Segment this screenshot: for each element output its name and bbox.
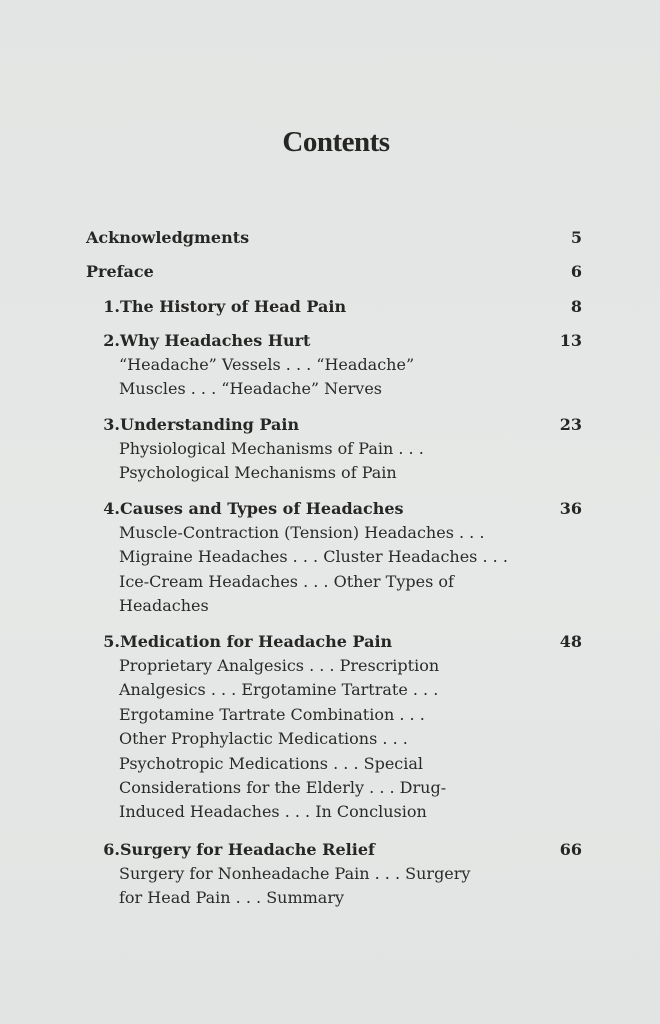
subtopic-line: Considerations for the Elderly . . . Drug- <box>119 778 447 798</box>
toc-chapter-4 <box>86 497 582 619</box>
chapter-subtopics <box>119 521 582 619</box>
subtopic-line: Physiological Mechanisms of Pain . . . <box>119 439 424 458</box>
toc-entry-title: Preface <box>86 262 154 281</box>
toc-entry-title: Acknowledgments <box>86 228 250 247</box>
toc-chapter-2 <box>86 329 582 402</box>
chapter-subtopics <box>119 862 582 911</box>
chapter-subtopics <box>119 353 582 402</box>
chapter-number: 5. <box>103 632 120 651</box>
toc-entry-page: 6 <box>570 262 582 281</box>
subtopic-line: for Head Pain . . . Summary <box>119 888 345 908</box>
chapter-page: 36 <box>559 499 582 518</box>
chapter-number: 6. <box>103 840 120 859</box>
subtopic-line: Induced Headaches . . . In Conclusion <box>119 802 427 822</box>
subtopic-line: Headaches <box>119 596 209 616</box>
subtopic-line: Muscles . . . “Headache” Nerves <box>119 379 383 399</box>
subtopic-line: Psychotropic Medications . . . Special <box>119 753 424 773</box>
subtopic-line: Ice-Cream Headaches . . . Other Types of <box>119 571 454 591</box>
chapter-page: 23 <box>559 415 582 434</box>
subtopic-line: Other Prophylactic Medications . . . <box>119 729 408 749</box>
chapter-subtopics <box>119 654 582 825</box>
chapter-page: 66 <box>559 840 582 859</box>
chapter-number: 1. <box>103 297 120 316</box>
toc-chapter-5 <box>86 630 582 825</box>
chapter-number: 2. <box>103 331 120 350</box>
toc-entry-preface <box>86 260 582 284</box>
subtopic-line: Ergotamine Tartrate Combination . . . <box>119 704 425 724</box>
toc-entry-acknowledgments <box>86 226 582 250</box>
toc-entry-page: 5 <box>570 228 582 247</box>
subtopic-line: Proprietary Analgesics . . . Prescription <box>119 656 440 675</box>
chapter-title: Medication for Headache Pain <box>120 632 393 651</box>
subtopic-line: Surgery for Nonheadache Pain . . . Surgery <box>119 864 471 883</box>
chapter-title: Understanding Pain <box>120 415 300 434</box>
chapter-number: 3. <box>103 415 120 434</box>
chapter-number: 4. <box>103 499 120 518</box>
chapter-subtopics <box>119 437 582 486</box>
chapter-page: 8 <box>570 297 582 316</box>
chapter-title: Surgery for Headache Relief <box>120 840 375 859</box>
chapter-title: The History of Head Pain <box>120 297 347 316</box>
page-title: Contents <box>282 126 390 158</box>
chapter-page: 48 <box>559 632 582 651</box>
subtopic-line: Psychological Mechanisms of Pain <box>119 463 397 483</box>
subtopic-line: “Headache” Vessels . . . “Headache” <box>119 355 415 374</box>
subtopic-line: Muscle-Contraction (Tension) Headaches . . . <box>119 523 485 542</box>
chapter-title: Why Headaches Hurt <box>120 331 311 350</box>
toc-chapter-3 <box>86 413 582 486</box>
subtopic-line: Migraine Headaches . . . Cluster Headaches . . . <box>119 547 508 567</box>
chapter-title: Causes and Types of Headaches <box>120 499 404 518</box>
subtopic-line: Analgesics . . . Ergotamine Tartrate . . . <box>119 680 439 700</box>
chapter-page: 13 <box>559 331 582 350</box>
toc-chapter-6 <box>86 838 582 911</box>
toc-chapter-1 <box>86 295 582 319</box>
